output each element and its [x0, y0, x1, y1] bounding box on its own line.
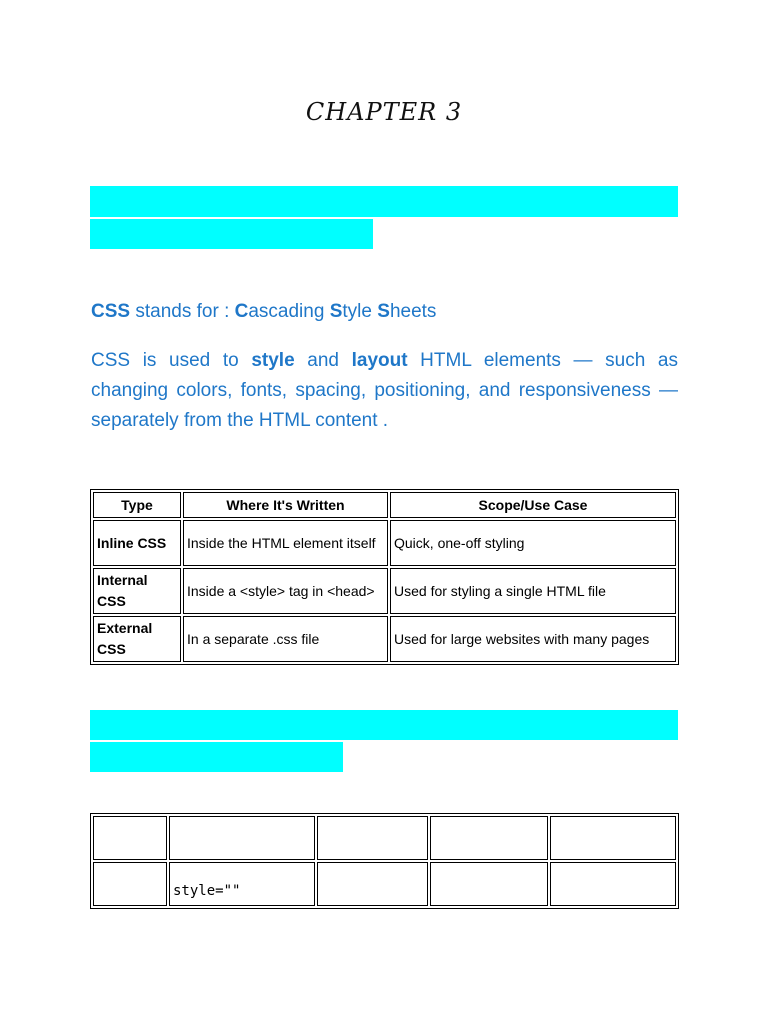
syntax-table [90, 813, 679, 909]
word-sheets-rest: heets [389, 301, 437, 322]
table-cell: Inside the HTML element itself [183, 520, 388, 566]
table-header: Type [93, 492, 181, 518]
desc-layout-word: layout [351, 350, 408, 371]
table-header-row [93, 492, 676, 518]
table-header: Scope/Use Case [390, 492, 676, 518]
table-cell [430, 816, 548, 860]
letter-s1: S [329, 301, 343, 322]
table-row [93, 862, 676, 906]
chapter-title: CHAPTER 3 [305, 98, 463, 126]
table-cell [550, 862, 676, 906]
table-cell: Inside a <style> tag in <head> [183, 568, 388, 614]
table-cell [93, 862, 167, 906]
table-cell [317, 862, 428, 906]
table-cell: Used for styling a single HTML file [390, 568, 676, 614]
table-cell [317, 816, 428, 860]
desc-part: and [294, 350, 352, 371]
css-description [91, 346, 678, 436]
table-cell [169, 816, 315, 860]
table-row [93, 568, 676, 614]
word-cascading-rest: ascading [248, 301, 330, 322]
css-definition-text: stands for : [130, 301, 235, 322]
letter-s2: S [377, 301, 390, 322]
table-row [93, 816, 676, 860]
highlight-bar [90, 710, 678, 740]
highlight-bar [90, 742, 343, 772]
table-cell: External CSS [93, 616, 181, 662]
letter-c: C [234, 301, 249, 322]
table-cell: Internal CSS [93, 568, 181, 614]
highlight-bar [90, 186, 678, 217]
css-acronym: CSS [91, 301, 131, 322]
desc-part: HTML elements — such as changing colors, fonts, spacing, positioning, and responsiveness — separately from the HTML content . [91, 350, 678, 431]
table-cell: Quick, one-off styling [390, 520, 676, 566]
word-style-rest: tyle [342, 301, 378, 322]
css-types-table [90, 489, 679, 665]
table-cell [550, 816, 676, 860]
highlight-bar [90, 219, 373, 249]
table-cell [430, 862, 548, 906]
table-cell: Inline CSS [93, 520, 181, 566]
table-cell [93, 816, 167, 860]
inline-style-syntax: style="" [173, 883, 241, 899]
table-cell [169, 862, 315, 906]
table-row [93, 616, 676, 662]
desc-part: CSS is used to [91, 350, 252, 371]
css-definition [91, 301, 436, 323]
table-cell: Used for large websites with many pages [390, 616, 676, 662]
table-cell: In a separate .css file [183, 616, 388, 662]
desc-style-word: style [251, 350, 295, 371]
table-row [93, 520, 676, 566]
table-header: Where It's Written [183, 492, 388, 518]
